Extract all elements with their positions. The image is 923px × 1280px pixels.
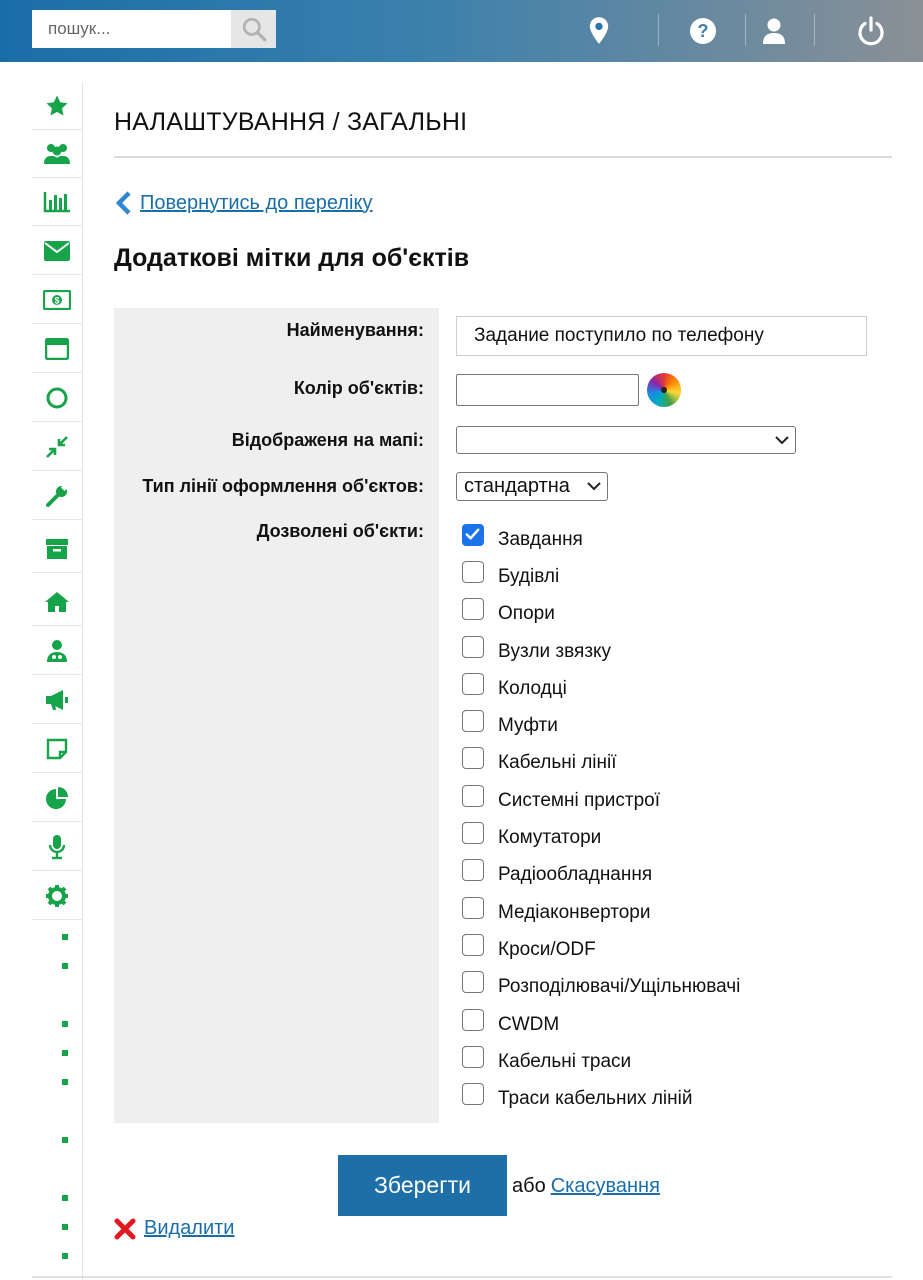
top-bar — [0, 0, 923, 62]
money-icon — [43, 290, 71, 310]
checkbox[interactable] — [462, 636, 484, 658]
power-icon — [856, 16, 886, 46]
users-icon — [43, 142, 71, 166]
checkbox[interactable] — [462, 859, 484, 881]
page-title: НАЛАШТУВАННЯ / ЗАГАЛЬНІ — [114, 108, 468, 136]
checkbox-label: Розподілювачі/Ущільнювачі — [498, 976, 741, 997]
sticky-note-icon — [46, 738, 68, 760]
checkbox-label: Кабельні траси — [498, 1051, 632, 1072]
checkbox-label: Завдання — [498, 529, 583, 550]
line-type-select[interactable] — [456, 472, 608, 501]
circle-icon — [45, 386, 69, 410]
sidebar-item-voice[interactable] — [32, 823, 82, 871]
wrench-icon — [45, 484, 69, 508]
allowed-objects-label: Дозволені об'єкти: — [256, 521, 424, 541]
name-label: Найменування: — [286, 320, 424, 340]
checkbox-label: Кабельні лінії — [498, 752, 617, 773]
help-icon — [689, 17, 717, 45]
checkbox[interactable] — [462, 561, 484, 583]
sidebar-item-announcements[interactable] — [32, 676, 82, 724]
color-label: Колір об'єктів: — [293, 378, 424, 398]
title-divider — [114, 156, 892, 158]
delete-link[interactable]: Видалити — [144, 1217, 235, 1239]
sidebar-dot — [62, 934, 68, 940]
section-heading: Додаткові мітки для об'єктів — [114, 244, 470, 272]
sidebar-item-finance[interactable] — [32, 276, 82, 324]
gear-icon — [45, 884, 69, 908]
checkbox[interactable] — [462, 822, 484, 844]
sidebar-item-settings[interactable] — [32, 872, 82, 920]
archive-icon — [45, 538, 69, 560]
home-icon — [44, 591, 70, 613]
name-input[interactable] — [456, 316, 867, 356]
delete-x-icon — [114, 1218, 136, 1240]
checkbox-label: CWDM — [498, 1014, 560, 1035]
logout-button[interactable] — [854, 14, 888, 48]
sidebar-item-specialists[interactable] — [32, 627, 82, 675]
cancel-link[interactable]: Скасування — [550, 1175, 660, 1197]
back-to-list-link[interactable]: Повернутись до переліку — [140, 191, 373, 214]
checkbox[interactable] — [462, 673, 484, 695]
checkbox-label: Муфти — [498, 715, 558, 736]
map-display-label: Відображеня на мапі: — [231, 430, 424, 450]
sidebar-dot — [62, 1224, 68, 1230]
search-box — [32, 10, 276, 48]
map-pin-button[interactable] — [582, 14, 616, 48]
sidebar-item-users[interactable] — [32, 130, 82, 178]
sidebar-dot — [62, 1050, 68, 1056]
save-button[interactable]: Зберегти — [338, 1155, 507, 1216]
checkbox[interactable] — [462, 971, 484, 993]
checkbox-label: Комутатори — [498, 827, 602, 848]
sidebar — [32, 82, 83, 1280]
user-button[interactable] — [757, 14, 791, 48]
sidebar-item-favorites[interactable] — [32, 82, 82, 130]
checkbox-label: Кроси/ODF — [498, 939, 596, 960]
window-icon — [45, 338, 69, 360]
sidebar-dot — [62, 1021, 68, 1027]
form-label-column — [114, 308, 439, 1123]
checkbox[interactable] — [462, 934, 484, 956]
bottom-divider — [32, 1276, 892, 1278]
color-input[interactable] — [456, 374, 639, 406]
bullhorn-icon — [44, 689, 70, 711]
svg-text:$: $ — [54, 295, 60, 305]
sidebar-item-windows[interactable] — [32, 325, 82, 373]
checkbox[interactable] — [462, 1083, 484, 1105]
star-icon — [45, 94, 69, 118]
checkbox-label: Медіаконвертори — [498, 902, 651, 923]
user-md-icon — [45, 639, 69, 663]
sidebar-item-circle[interactable] — [32, 374, 82, 422]
svg-text:?: ? — [697, 21, 709, 41]
sidebar-item-tools[interactable] — [32, 472, 82, 520]
checkbox-label: Колодці — [498, 678, 567, 699]
map-pin-icon — [588, 16, 610, 46]
checkbox[interactable] — [462, 1009, 484, 1031]
back-link-row — [114, 190, 372, 216]
line-type-value: стандартна — [464, 475, 570, 497]
sidebar-dot — [62, 1253, 68, 1259]
line-type-label: Тип лінії оформлення об'єктов: — [142, 476, 424, 496]
sidebar-dot — [62, 963, 68, 969]
top-separator — [745, 14, 746, 46]
sidebar-dot — [62, 1195, 68, 1201]
sidebar-item-compress[interactable] — [32, 423, 82, 471]
or-text: або — [512, 1175, 546, 1197]
top-separator — [814, 14, 815, 46]
checkbox-label: Будівлі — [498, 566, 560, 587]
sidebar-item-reports[interactable] — [32, 178, 82, 226]
checkbox-label: Опори — [498, 603, 555, 624]
color-wheel-icon[interactable] — [647, 373, 681, 407]
search-icon — [241, 16, 267, 42]
envelope-icon — [44, 241, 70, 261]
sidebar-item-messages[interactable] — [32, 227, 82, 275]
compress-icon — [45, 435, 69, 459]
checkbox[interactable] — [462, 785, 484, 807]
checkbox-label: Вузли звязку — [498, 641, 612, 662]
sidebar-dot — [62, 1137, 68, 1143]
chevron-left-icon — [114, 190, 134, 216]
pie-chart-icon — [45, 786, 69, 810]
checkmark-icon — [463, 525, 482, 544]
checkbox[interactable] — [462, 524, 484, 546]
checkbox-label: Системні пристрої — [498, 790, 661, 811]
sidebar-item-statistics[interactable] — [32, 774, 82, 822]
checkbox-label: Радіообладнання — [498, 864, 653, 885]
checkbox-label: Траси кабельних ліній — [498, 1088, 693, 1109]
chevron-down-icon — [775, 434, 789, 446]
chevron-down-icon — [587, 480, 601, 492]
search-button[interactable] — [231, 10, 276, 48]
bar-chart-icon — [43, 191, 71, 213]
sidebar-dot — [62, 1079, 68, 1085]
microphone-icon — [47, 834, 67, 860]
sidebar-item-notes[interactable] — [32, 725, 82, 773]
checkbox[interactable] — [462, 1046, 484, 1068]
checkbox[interactable] — [462, 897, 484, 919]
user-icon — [762, 17, 786, 45]
delete-row — [114, 1217, 234, 1240]
checkbox[interactable] — [462, 710, 484, 732]
checkbox[interactable] — [462, 598, 484, 620]
cancel-row — [512, 1175, 660, 1198]
top-separator — [658, 14, 659, 46]
sidebar-item-archive[interactable] — [32, 525, 82, 573]
help-button[interactable] — [686, 14, 720, 48]
checkbox[interactable] — [462, 747, 484, 769]
map-display-select[interactable] — [456, 426, 796, 454]
sidebar-item-home[interactable] — [32, 578, 82, 626]
search-input[interactable] — [32, 10, 230, 48]
